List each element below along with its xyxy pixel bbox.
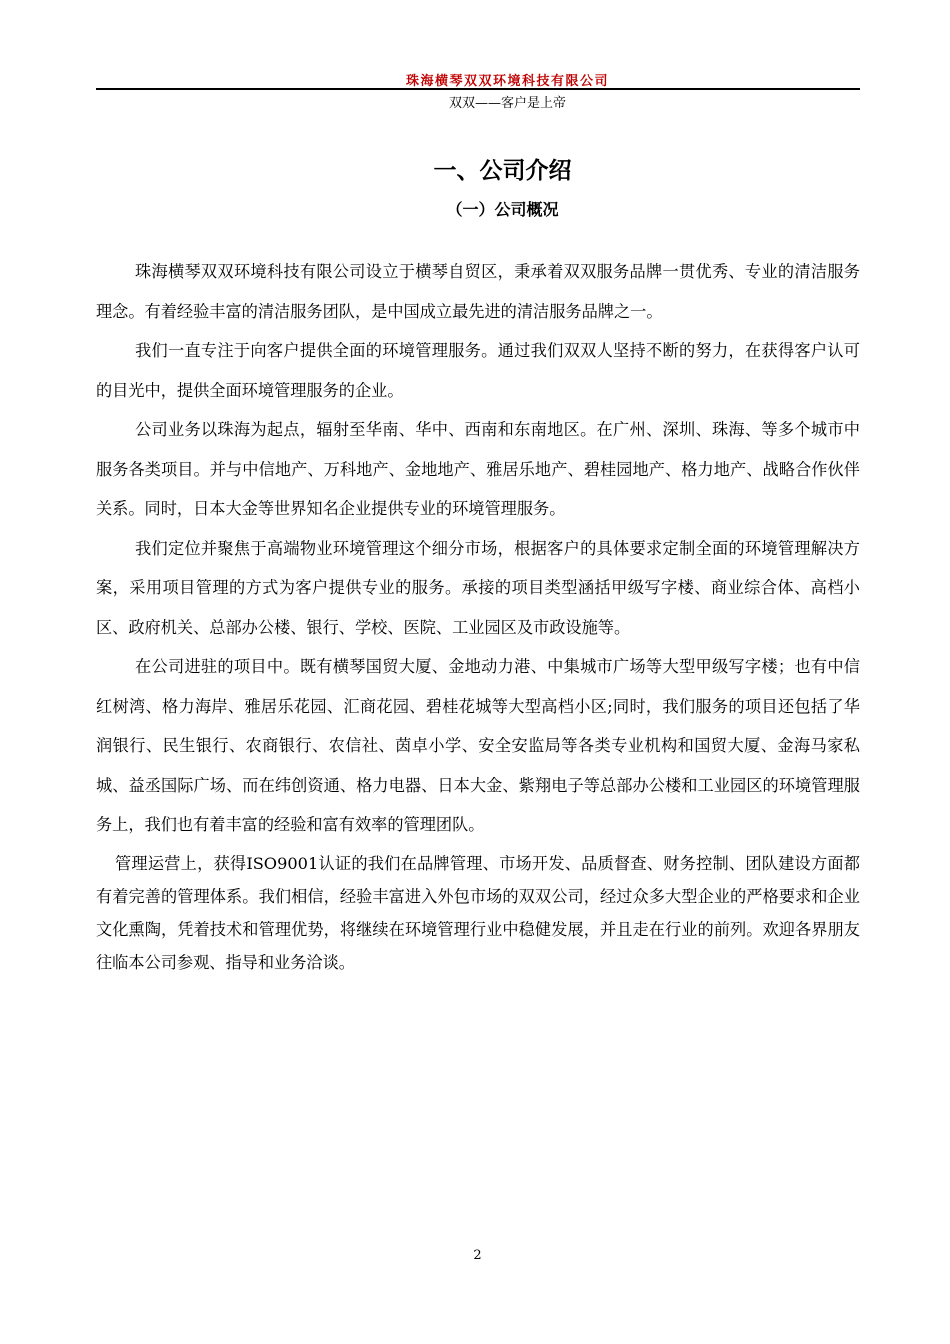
page-number: 2: [473, 1248, 482, 1263]
header-company-name: 珠海横琴双双环境科技有限公司: [405, 74, 609, 89]
header-divider: [96, 88, 860, 90]
document-body: [96, 252, 860, 979]
paragraph-coverage: 公司业务以珠海为起点，辐射至华南、华中、西南和东南地区。在广州、深圳、珠海、等多个城市中服务各类项目。并与中信地产、万科地产、金地地产、雅居乐地产、碧桂园地产、格力地产、战略合作伙伴关系。同时，日本大金等世界知名企业提供专业的环境管理服务。: [96, 420, 860, 518]
paragraph-focus: 我们一直专注于向客户提供全面的环境管理服务。通过我们双双人坚持不断的努力，在获得客户认可的目光中，提供全面环境管理服务的企业。: [96, 341, 860, 400]
section-title: 一、公司介绍: [433, 158, 572, 184]
header-slogan: 双双——客户是上帝: [448, 96, 566, 111]
paragraph-positioning: 我们定位并聚焦于高端物业环境管理这个细分市场，根据客户的具体要求定制全面的环境管理解决方案，采用项目管理的方式为客户提供专业的服务。承接的项目类型涵括甲级写字楼、商业综合体、高档小区、政府机关、总部办公楼、银行、学校、医院、工业园区及市政设施等。: [96, 538, 860, 637]
paragraph-overview: 珠海横琴双双环境科技有限公司设立于横琴自贸区，秉承着双双服务品牌一贯优秀、专业的清洁服务理念。有着经验丰富的清洁服务团队，是中国成立最先进的清洁服务品牌之一。: [96, 262, 860, 321]
paragraph-management: 管理运营上，获得ISO9001认证的我们在品牌管理、市场开发、品质督查、财务控制、团队建设方面都有着完善的管理体系。我们相信，经验丰富进入外包市场的双双公司，经过众多大型企业的严格要求和企业文化熏陶，凭着技术和管理优势，将继续在环境管理行业中稳健发展，并且走在行业的前列。欢迎各界朋友往临本公司参观、指导和业务洽谈。: [96, 853, 860, 972]
paragraph-projects: 在公司进驻的项目中。既有横琴国贸大厦、金地动力港、中集城市广场等大型甲级写字楼；也有中信红树湾、格力海岸、雅居乐花园、汇商花园、碧桂花城等大型高档小区;同时，我们服务的项目还包括了华润银行、民生银行、农商银行、农信社、茵卓小学、安全安监局等各类专业机构和国贸大厦、金海马家私城、益丞国际广场、而在纬创资通、格力电器、日本大金、紫翔电子等总部办公楼和工业园区的环境管理服务上，我们也有着丰富的经验和富有效率的管理团队。: [96, 657, 860, 834]
section-subtitle: （一）公司概况: [446, 200, 559, 219]
